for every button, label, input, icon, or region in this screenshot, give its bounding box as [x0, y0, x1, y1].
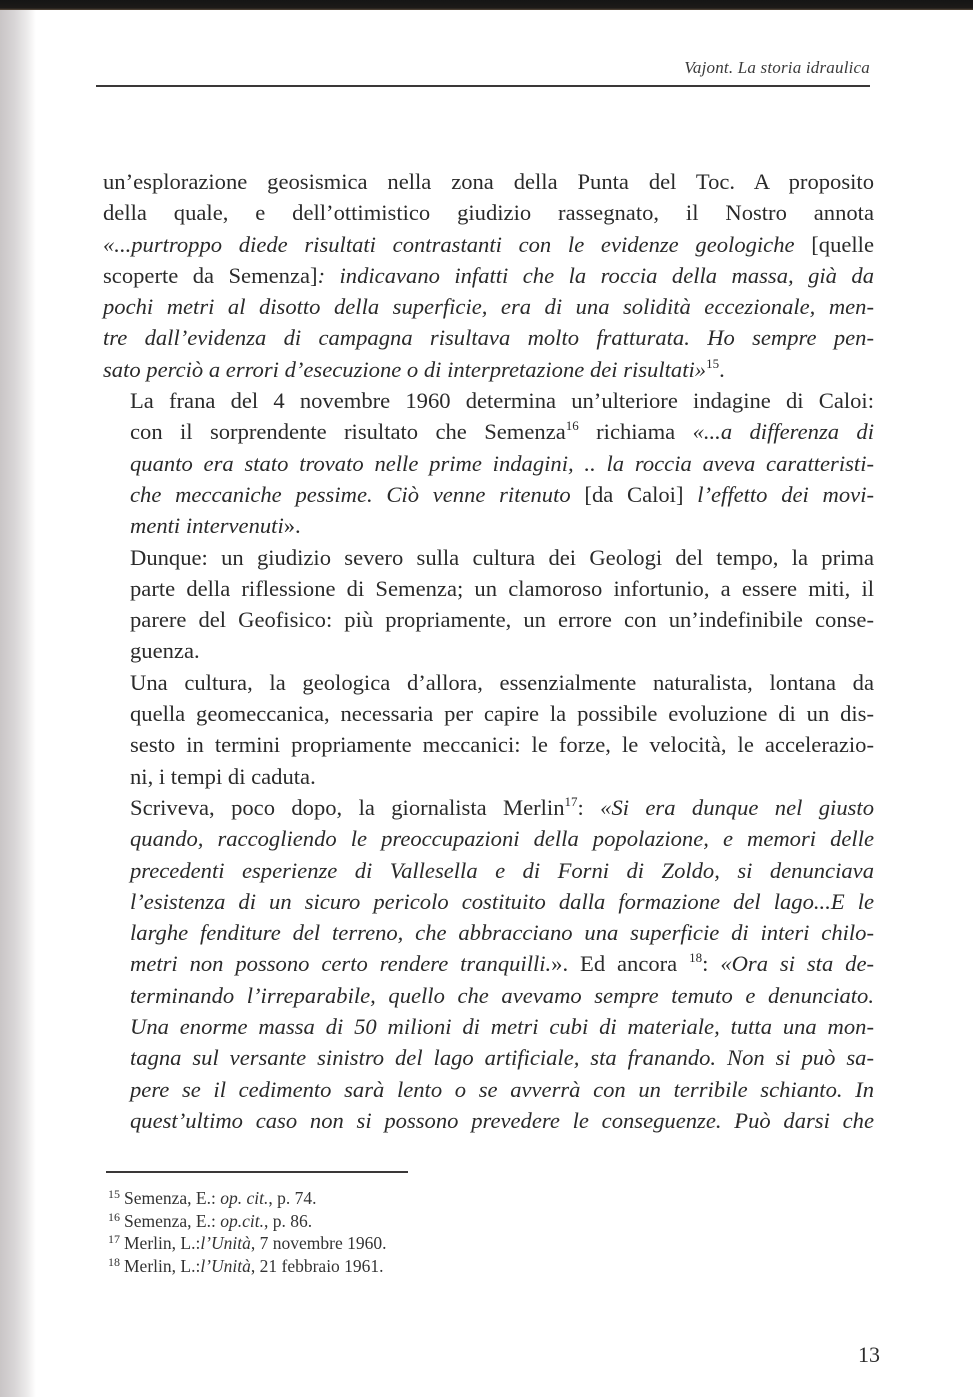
- text-line: un’esplorazione geosismica nella zona della Punta del Toc. A proposito: [103, 169, 874, 194]
- quote-text: tagna sul versante sinistro del lago artificiale, sta franando. Non si può sa-: [130, 1045, 874, 1071]
- quote-text: menti intervenuti: [130, 513, 284, 539]
- text-line: [103, 1042, 874, 1073]
- footnote-detail: , 21 febbraio 1961.: [250, 1255, 384, 1276]
- footnote-detail: , 7 novembre 1960.: [250, 1233, 387, 1254]
- footnote-16: [108, 1210, 608, 1233]
- text-line: [103, 948, 874, 979]
- quote-text: quando, raccogliendo le preoccupazioni della popolazione, e memori delle: [130, 826, 874, 852]
- text-line: Una cultura, la geologica d’allora, essenzialmente naturalista, lontana da: [130, 669, 874, 695]
- punctuation: :: [702, 951, 721, 977]
- text-line: [103, 260, 874, 291]
- text-line: Dunque: un giudizio severo sulla cultura dei Geologi del tempo, la prima: [130, 544, 874, 570]
- quote-text: quest’ultimo caso non si possono prevedere le conseguenze. Può darsi che: [130, 1107, 874, 1133]
- text-line: [103, 479, 874, 510]
- footnote-work: op.cit.: [220, 1210, 264, 1231]
- text-line: [103, 416, 874, 447]
- footnote-ref-18[interactable]: 18: [689, 950, 703, 966]
- text-line: [103, 229, 874, 260]
- quote-text: pochi metri al disotto della superficie, era di una solidità eccezionale, men-: [103, 294, 874, 320]
- text-line: [103, 448, 874, 479]
- text-line: [103, 1011, 874, 1042]
- quote-text: «...purtroppo diede risultati contrastanti con le evidenze geologiche: [103, 231, 795, 257]
- editorial-insert: scoperte da Semenza]: [103, 262, 318, 288]
- paragraph-5: [103, 792, 874, 1136]
- text-line: [103, 980, 874, 1011]
- text-line: La frana del 4 novembre 1960 determina un’ulteriore indagine di Caloi:: [130, 388, 874, 414]
- text-line: della quale, e dell’ottimistico giudizio rassegnato, il Nostro annota: [103, 200, 874, 226]
- punctuation: :: [577, 794, 601, 820]
- footnote-work: l’Unità: [200, 1255, 251, 1276]
- footnote-author: Semenza, E.:: [124, 1210, 221, 1231]
- text-line: sesto in termini propriamente meccanici: le forze, le velocità, le accelerazio-: [130, 732, 874, 758]
- footnote-number: 15: [108, 1187, 120, 1201]
- paragraph-2: [103, 385, 874, 541]
- editorial-insert: [da Caloi]: [570, 481, 698, 507]
- running-head: Vajont. La storia idraulica: [684, 58, 870, 77]
- quote-text: metri non possono certo rendere tranquilli.: [130, 951, 552, 977]
- footnote-rule: [106, 1171, 408, 1173]
- quote-text: sato perciò a errori d’esecuzione o di interpretazione dei risultati»: [103, 356, 707, 382]
- quote-text: l’esistenza di un sicuro pericolo costituito dalla formazione del lago...E le: [130, 888, 874, 914]
- text-line: [103, 510, 874, 541]
- footnote-author: Semenza, E.:: [124, 1188, 221, 1208]
- text-line: guenza.: [130, 638, 200, 664]
- text-run: richiama: [578, 419, 693, 445]
- text-line: [103, 792, 874, 823]
- text-line: [103, 855, 874, 886]
- footnotes: [108, 1187, 608, 1277]
- scan-binding-shadow: [0, 10, 36, 1397]
- quote-text: quanto era stato trovato nelle prime indagini, .. la roccia aveva caratteristi-: [130, 450, 874, 476]
- footnote-author: Merlin, L.:: [124, 1255, 201, 1276]
- text-line: [103, 886, 874, 917]
- editorial-insert: [quelle: [794, 231, 874, 257]
- page-number: 13: [858, 1342, 880, 1367]
- paragraph-1: [103, 166, 874, 385]
- footnote-number: 16: [108, 1209, 120, 1224]
- footnote-18: [108, 1255, 608, 1278]
- quote-text: tre dall’evidenza di campagna risultava molto fratturata. Ho sempre pen-: [103, 325, 874, 351]
- footnote-work: op. cit.: [220, 1188, 269, 1208]
- paragraph-4: [103, 667, 874, 792]
- header-rule: [96, 85, 870, 87]
- footnote-author: Merlin, L.:: [124, 1233, 201, 1254]
- paragraph-3: [103, 542, 874, 667]
- text-run: Scriveva, poco dopo, la giornalista Merlin: [130, 794, 565, 820]
- text-line: [103, 1105, 874, 1136]
- footnote-ref-16[interactable]: 16: [565, 418, 579, 434]
- footnote-ref-17[interactable]: 17: [564, 793, 578, 809]
- text-run: ». Ed ancora: [551, 951, 690, 977]
- quote-text: «Ora si sta de-: [720, 951, 874, 977]
- quote-text: che meccaniche pessime. Ciò venne ritenuto: [130, 481, 571, 507]
- quote-text: : indicavano infatti che la roccia della massa, già da: [317, 262, 875, 288]
- text-line: [103, 322, 874, 353]
- footnote-17: [108, 1232, 608, 1255]
- text-line: [103, 354, 874, 385]
- footnote-number: 17: [108, 1232, 120, 1247]
- footnote-work: l’Unità: [200, 1233, 251, 1254]
- quote-text: «Si era dunque nel giusto: [600, 794, 874, 820]
- footnote-number: 18: [108, 1254, 120, 1269]
- quote-text: terminando l’irreparabile, quello che avevamo sempre temuto e denunciato.: [130, 982, 874, 1008]
- text-line: [103, 291, 874, 322]
- punctuation: ».: [283, 513, 301, 539]
- text-run: con il sorprendente risultato che Semenza: [130, 419, 566, 445]
- text-line: parte della riflessione di Semenza; un clamoroso infortunio, a essere miti, il: [130, 575, 874, 601]
- quote-text: «...a differenza di: [692, 419, 874, 445]
- text-line: parere del Geofisico: più propriamente, un errore con un’indefinibile conse-: [130, 607, 874, 633]
- text-line: ni, i tempi di caduta.: [130, 763, 316, 789]
- footnote-detail: , p. 74.: [268, 1188, 317, 1208]
- quote-text: larghe fenditure del terreno, che abbracciano una superficie di interi chilo-: [130, 920, 874, 946]
- footnote-ref-15[interactable]: 15: [706, 355, 720, 371]
- quote-text: l’effetto dei movi-: [697, 481, 874, 507]
- text-line: [103, 917, 874, 948]
- text-line: [103, 1074, 874, 1105]
- text-line: [103, 823, 874, 854]
- body-text: [103, 166, 874, 1136]
- punctuation: .: [719, 356, 725, 382]
- footnote-detail: , p. 86.: [263, 1210, 313, 1231]
- quote-text: Una enorme massa di 50 milioni di metri cubi di materiale, tutta una mon-: [130, 1014, 874, 1040]
- quote-text: precedenti esperienze di Vallesella e di Forni di Zoldo, si denunciava: [130, 857, 874, 883]
- scan-top-edge: [0, 0, 973, 10]
- footnote-15: [108, 1187, 608, 1210]
- quote-text: pere se il cedimento sarà lento o se avverrà con un terribile schianto. In: [130, 1076, 874, 1102]
- text-line: quella geomeccanica, necessaria per capire la possibile evoluzione di un dis-: [130, 701, 874, 727]
